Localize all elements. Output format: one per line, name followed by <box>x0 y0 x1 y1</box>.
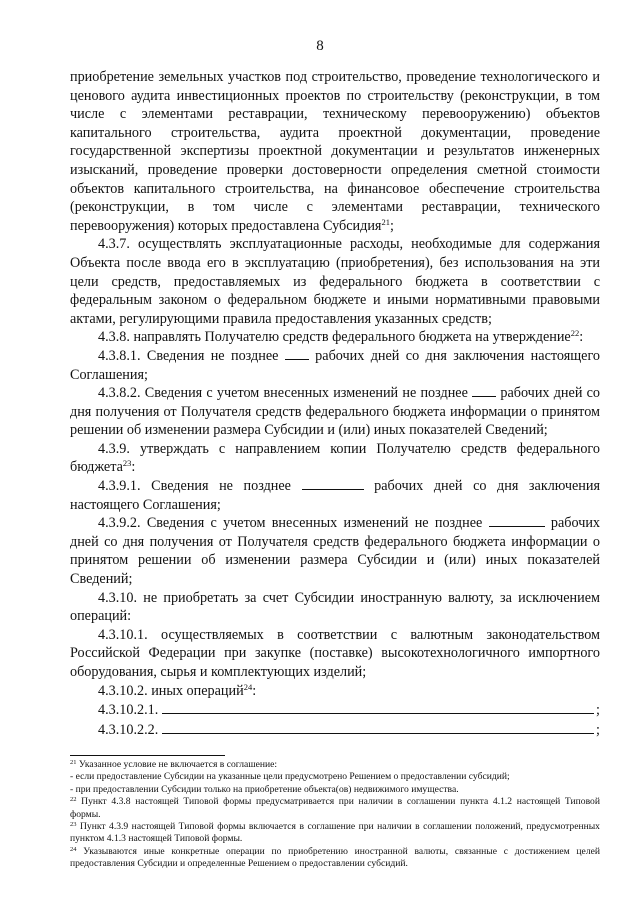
punctuation: : <box>252 682 257 699</box>
paragraph-4-3-7: 4.3.7. осуществлять эксплуатационные расходы, необходимые для содержания Объекта после ввода его в эксплуатацию (приобретения), без использования на эти цели средств, предоставляемых из федерального бюджета в соответствии с федеральным законом о федеральном бюджете и иными нормативными правовыми актами, регулирующими правила предоставления указанных средств; <box>70 236 600 327</box>
fill-in-field[interactable] <box>162 700 594 714</box>
paragraph-4-3-8-1 <box>70 347 600 384</box>
paragraph-4-3-10-1: 4.3.10.1. осуществляемых в соответствии с валютным законодательством Российской Федерации при закупке (поставке) высокотехнологичного импортного оборудования, сырья и комплектующих изделий; <box>70 626 600 680</box>
paragraph-text: рабочих дней со дня заключения настоящего Соглашения; <box>70 478 600 513</box>
punctuation: : <box>579 329 584 346</box>
fill-line-4-3-10-2-1 <box>70 700 600 720</box>
page-number: 8 <box>316 38 324 54</box>
punctuation: ; <box>596 702 600 719</box>
paragraph-4-3-8 <box>70 328 600 347</box>
footnote-ref-23: 23 <box>122 458 132 469</box>
paragraph-text: 4.3.8. направлять Получателю средств федерального бюджета на утверждение <box>98 329 571 346</box>
footnote-ref-21: 21 <box>381 216 390 227</box>
punctuation: ; <box>596 721 600 738</box>
fill-line-label: 4.3.10.2.2. <box>98 721 159 738</box>
paragraph-4-3-9-2 <box>70 514 600 588</box>
paragraph-4-3-10-2 <box>70 682 600 701</box>
paragraph-continuation <box>70 68 600 235</box>
footnote-24 <box>70 846 600 871</box>
footnote-text: Указываются иные конкретные операции по приобретению иностранной валюты, связанные с достижением целей предоставления Субсидии и определенные Решением о предоставлении субсидий. <box>70 845 600 870</box>
blank-days-field[interactable] <box>302 477 364 490</box>
footnote-number: 24 <box>70 845 77 853</box>
punctuation: : <box>131 459 136 476</box>
blank-days-field[interactable] <box>285 347 309 360</box>
footnote-ref-24: 24 <box>243 681 253 692</box>
paragraph-text: рабочих дней со дня получения от Получателя средств федерального бюджета информации о принятом решении об изменении размера Субсидии и (или) иных показателей Сведений; <box>70 385 601 439</box>
paragraph-text: приобретение земельных участков под строительство, проведение технологического и ценового аудита инвестиционных проектов по строительству (реконструкции, в том числе с элементами реставрации, техническому перевооружению) объектов капитального строительства, аудита проектной документации, проведение государственной экспертизы проектной документации и результатов инженерных изысканий, проведение проверки достоверности определения сметной стоимости объектов капитального строительства, на финансовое обеспечение строительства (реконструкции, в том числе с элементами реставрации, технического перевооружения) которых предоставлена Субсидия <box>70 69 600 234</box>
fill-line-4-3-10-2-2 <box>70 720 600 740</box>
footnote-21-item: - при предоставлении Субсидии только на приобретение объекта(ов) недвижимого имущества. <box>70 783 459 795</box>
paragraph-text: 4.3.9. утверждать с направлением копии Получателю средств федерального бюджета <box>70 440 600 476</box>
paragraph-text: 4.3.9.2. Сведения с учетом внесенных изменений не позднее <box>98 515 483 532</box>
footnote-number: 21 <box>70 759 77 766</box>
footnote-22 <box>70 796 600 821</box>
footnote-text: Пункт 4.3.9 настоящей Типовой формы включается в соглашение при наличии в соглашении положений, предусмотренных пунктом 4.1.3 настоящей Типовой формы. <box>70 821 600 845</box>
paragraph-text: 4.3.10.2. иных операций <box>98 682 244 699</box>
footnote-ref-22: 22 <box>570 328 580 339</box>
paragraph-text: рабочих дней со дня заключения настоящего Соглашения; <box>70 347 601 383</box>
footnote-text: Пункт 4.3.8 настоящей Типовой формы предусматривается при наличии в соглашении пункта 4.1.2 настоящей Типовой формы. <box>70 796 600 820</box>
footnote-21 <box>70 759 600 771</box>
footnote-23 <box>70 821 600 846</box>
punctuation: ; <box>389 217 394 234</box>
paragraph-text: 4.3.9.1. Сведения не позднее <box>98 478 291 495</box>
blank-days-field[interactable] <box>489 514 545 527</box>
document-body <box>70 68 600 739</box>
fill-line-label: 4.3.10.2.1. <box>98 702 159 719</box>
fill-in-field[interactable] <box>162 720 594 734</box>
footnote-text: Указанное условие не включается в соглашение: <box>78 759 278 770</box>
paragraph-4-3-10: 4.3.10. не приобретать за счет Субсидии иностранную валюту, за исключением операций: <box>70 589 600 625</box>
footnote-21-item: - если предоставление Субсидии на указанные цели предусмотрено Решением о предоставлении субсидий; <box>70 771 510 783</box>
footnote-number: 23 <box>70 821 77 829</box>
footnote-number: 22 <box>70 796 77 804</box>
paragraph-text: 4.3.8.2. Сведения с учетом внесенных изменений не позднее <box>98 385 468 402</box>
paragraph-4-3-8-2 <box>70 384 600 440</box>
paragraph-4-3-9-1 <box>70 477 600 514</box>
paragraph-text: рабочих дней со дня получения от Получателя средств федерального бюджета информации о принятом решении об изменении размера Субсидии и (или) иных показателей Сведений; <box>70 515 601 588</box>
paragraph-4-3-9 <box>70 440 600 477</box>
blank-days-field[interactable] <box>472 384 496 397</box>
footnotes <box>70 759 600 871</box>
paragraph-text: 4.3.8.1. Сведения не позднее <box>98 347 279 364</box>
footnote-divider <box>70 755 225 756</box>
